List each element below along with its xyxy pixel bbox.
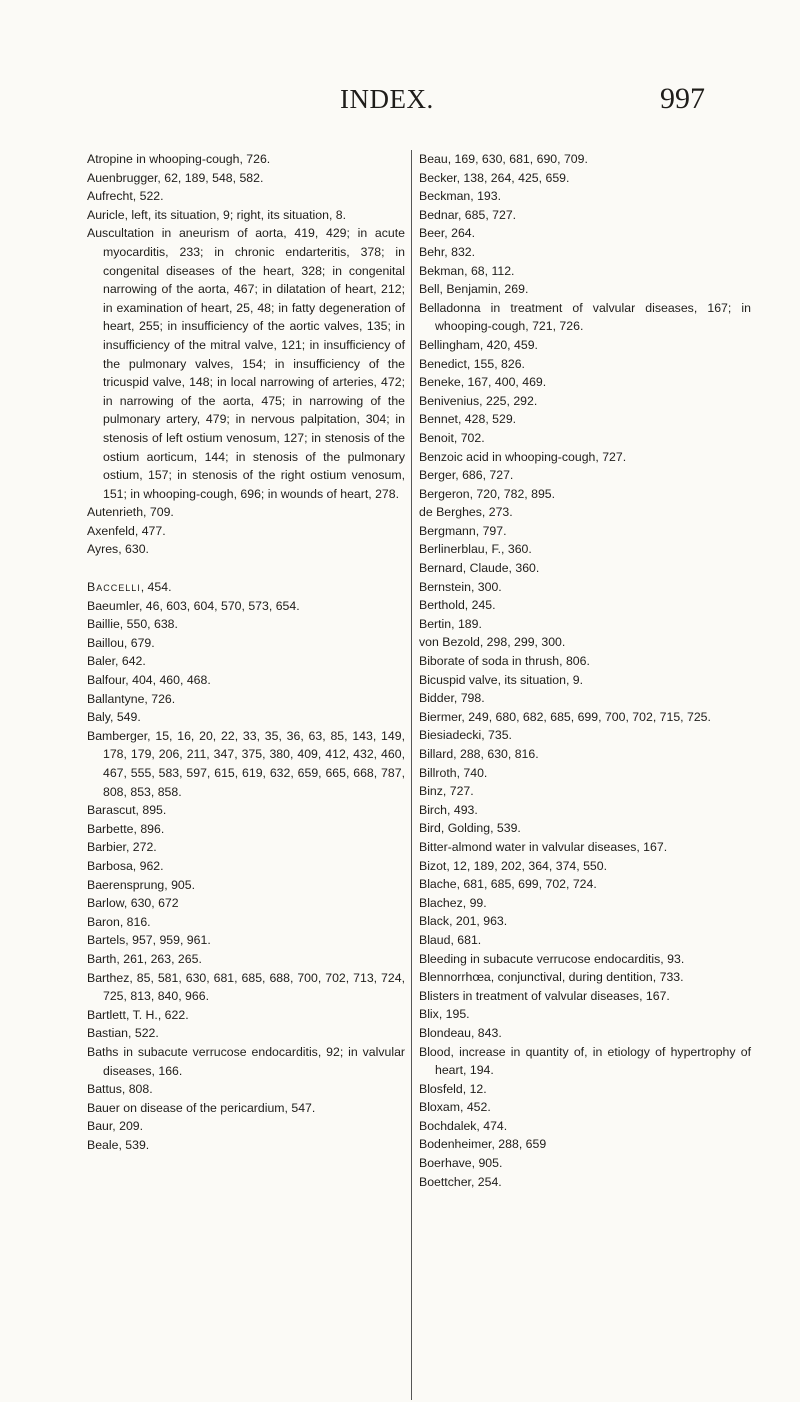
index-entry bbox=[87, 652, 405, 671]
index-entry-text: , 454. bbox=[140, 580, 172, 595]
index-entry bbox=[87, 931, 405, 950]
index-entry bbox=[87, 597, 405, 616]
index-entry-text: Bellingham, 420, 459. bbox=[419, 337, 538, 352]
index-entry-text: de Berghes, 273. bbox=[419, 505, 513, 520]
index-entry-text: Barbier, 272. bbox=[87, 840, 157, 855]
index-entry bbox=[419, 373, 751, 392]
index-entry-text: Auenbrugger, 62, 189, 548, 582. bbox=[87, 170, 264, 185]
index-entry-text: Blennorrhœa, conjunctival, during dentition, 733. bbox=[419, 970, 684, 985]
index-entry-text: Blood, increase in quantity of, in etiology of hypertrophy of heart, 194. bbox=[419, 1044, 751, 1078]
index-entry bbox=[87, 169, 405, 188]
index-entry bbox=[87, 801, 405, 820]
index-entry-text: Ballantyne, 726. bbox=[87, 691, 176, 706]
index-entry bbox=[419, 206, 751, 225]
index-entry-text: Blache, 681, 685, 699, 702, 724. bbox=[419, 877, 597, 892]
index-entry-text: Balfour, 404, 460, 468. bbox=[87, 673, 211, 688]
index-entry bbox=[87, 615, 405, 634]
index-entry bbox=[419, 336, 751, 355]
index-entry-text: Behr, 832. bbox=[419, 244, 476, 259]
index-entry-text: Bernard, Claude, 360. bbox=[419, 561, 540, 576]
index-entry-text: Bekman, 68, 112. bbox=[419, 263, 515, 278]
index-entry bbox=[419, 987, 751, 1006]
index-entry bbox=[419, 1173, 751, 1192]
index-entry bbox=[87, 838, 405, 857]
index-column-right bbox=[419, 150, 751, 1191]
index-entry-heading: Baccelli bbox=[87, 580, 141, 595]
index-entry bbox=[87, 1006, 405, 1025]
page-number: 997 bbox=[660, 82, 705, 115]
index-entry bbox=[419, 652, 751, 671]
index-entry bbox=[419, 1117, 751, 1136]
index-entry-text: Baur, 209. bbox=[87, 1119, 144, 1134]
index-entry bbox=[87, 540, 405, 559]
index-entry-text: Autenrieth, 709. bbox=[87, 505, 174, 520]
index-entry-text: Biborate of soda in thrush, 806. bbox=[419, 654, 590, 669]
index-entry bbox=[87, 820, 405, 839]
index-entry bbox=[87, 671, 405, 690]
index-entry bbox=[419, 503, 751, 522]
index-entry bbox=[419, 819, 751, 838]
index-entry-text: Bell, Benjamin, 269. bbox=[419, 282, 529, 297]
index-entry bbox=[419, 968, 751, 987]
index-entry bbox=[87, 708, 405, 727]
index-entry bbox=[87, 876, 405, 895]
index-entry bbox=[419, 280, 751, 299]
index-entry-text: Barthez, 85, 581, 630, 681, 685, 688, 700, 702, 713, 724, 725, 813, 840, 966. bbox=[87, 970, 405, 1004]
index-entry bbox=[419, 726, 751, 745]
index-entry bbox=[419, 448, 751, 467]
index-entry-text: Bleeding in subacute verrucose endocarditis, 93. bbox=[419, 951, 685, 966]
index-entry bbox=[419, 764, 751, 783]
index-entry bbox=[87, 522, 405, 541]
index-entry bbox=[419, 708, 751, 727]
index-entry bbox=[419, 1154, 751, 1173]
index-entry bbox=[419, 150, 751, 169]
index-entry bbox=[419, 894, 751, 913]
index-entry-text: Baly, 549. bbox=[87, 710, 141, 725]
index-entry-text: Battus, 808. bbox=[87, 1082, 153, 1097]
index-entry-text: Berger, 686, 727. bbox=[419, 468, 514, 483]
index-entry bbox=[419, 466, 751, 485]
index-entry-text: Ayres, 630. bbox=[87, 542, 149, 557]
index-entry-text: Blix, 195. bbox=[419, 1007, 470, 1022]
index-entry bbox=[419, 1005, 751, 1024]
index-entry bbox=[419, 355, 751, 374]
index-entry bbox=[87, 150, 405, 169]
index-entry bbox=[419, 578, 751, 597]
index-entry bbox=[419, 838, 751, 857]
index-entry bbox=[87, 206, 405, 225]
index-entry-text: Bochdalek, 474. bbox=[419, 1118, 508, 1133]
section-gap bbox=[87, 559, 405, 578]
index-entry bbox=[87, 894, 405, 913]
index-entry-text: Beneke, 167, 400, 469. bbox=[419, 375, 547, 390]
index-entry bbox=[87, 187, 405, 206]
index-entry bbox=[419, 522, 751, 541]
index-entry bbox=[87, 224, 405, 503]
index-column-left bbox=[87, 150, 405, 1154]
index-entry-text: Boettcher, 254. bbox=[419, 1174, 502, 1189]
index-entry bbox=[87, 950, 405, 969]
index-entry bbox=[87, 1080, 405, 1099]
index-entry-text: Bartels, 957, 959, 961. bbox=[87, 933, 211, 948]
index-entry bbox=[87, 1136, 405, 1155]
index-entry-text: Benoit, 702. bbox=[419, 430, 485, 445]
index-entry bbox=[419, 299, 751, 336]
index-entry-text: Bartlett, T. H., 622. bbox=[87, 1007, 189, 1022]
index-entry-text: Baron, 816. bbox=[87, 914, 151, 929]
index-entry-text: Biermer, 249, 680, 682, 685, 699, 700, 702, 715, 725. bbox=[419, 709, 711, 724]
index-entry bbox=[419, 187, 751, 206]
index-entry-text: Atropine in whooping-cough, 726. bbox=[87, 152, 271, 166]
index-entry-text: Baths in subacute verrucose endocarditis, 92; in valvular diseases, 166. bbox=[87, 1044, 405, 1078]
index-entry bbox=[419, 931, 751, 950]
index-entry bbox=[87, 1043, 405, 1080]
index-entry-text: Bitter-almond water in valvular diseases, 167. bbox=[419, 839, 668, 854]
index-entry-text: Blisters in treatment of valvular diseases, 167. bbox=[419, 988, 670, 1003]
index-entry-text: Bizot, 12, 189, 202, 364, 374, 550. bbox=[419, 858, 608, 873]
index-entry bbox=[419, 243, 751, 262]
index-entry-text: Barbosa, 962. bbox=[87, 858, 164, 873]
index-entry-text: Blaud, 681. bbox=[419, 932, 482, 947]
index-entry-text: Barlow, 630, 672 bbox=[87, 896, 179, 911]
index-entry bbox=[419, 1043, 751, 1080]
index-entry-text: Bergmann, 797. bbox=[419, 523, 507, 538]
index-entry-text: Baillou, 679. bbox=[87, 635, 155, 650]
column-divider bbox=[411, 150, 412, 1400]
index-entry bbox=[419, 801, 751, 820]
index-entry bbox=[419, 782, 751, 801]
index-entry bbox=[87, 969, 405, 1006]
index-entry-text: Berlinerblau, F., 360. bbox=[419, 542, 532, 557]
index-entry-text: Biesiadecki, 735. bbox=[419, 728, 512, 743]
index-entry-text: Baler, 642. bbox=[87, 654, 146, 669]
index-entry-text: Black, 201, 963. bbox=[419, 914, 508, 929]
running-title: INDEX. bbox=[340, 84, 434, 114]
index-entry-text: Bodenheimer, 288, 659 bbox=[419, 1137, 547, 1152]
index-entry bbox=[419, 1080, 751, 1099]
index-entry-text: Blosfeld, 12. bbox=[419, 1081, 487, 1096]
index-entry bbox=[419, 485, 751, 504]
index-entry bbox=[87, 634, 405, 653]
index-entry bbox=[87, 727, 405, 801]
index-entry-text: Beau, 169, 630, 681, 690, 709. bbox=[419, 152, 588, 166]
index-entry bbox=[419, 950, 751, 969]
index-entry-text: Aufrecht, 522. bbox=[87, 189, 164, 204]
index-entry-text: Birch, 493. bbox=[419, 802, 478, 817]
index-entry bbox=[419, 1135, 751, 1154]
index-entry bbox=[419, 224, 751, 243]
index-entry bbox=[419, 392, 751, 411]
index-entry-text: Bertin, 189. bbox=[419, 616, 482, 631]
index-entry-text: Baerensprung, 905. bbox=[87, 877, 196, 892]
index-entry-text: Benivenius, 225, 292. bbox=[419, 393, 538, 408]
index-entry-text: Binz, 727. bbox=[419, 784, 474, 799]
index-entry-text: Bicuspid valve, its situation, 9. bbox=[419, 672, 584, 687]
index-entry-text: Berthold, 245. bbox=[419, 598, 496, 613]
index-entry-text: Becker, 138, 264, 425, 659. bbox=[419, 170, 570, 185]
index-entry bbox=[419, 912, 751, 931]
index-entry-text: Bamberger, 15, 16, 20, 22, 33, 35, 36, 63, 85, 143, 149, 178, 179, 206, 211, 347, 375, 380, 409, 412, 432, 460, 467, 555, 583, 597, 615, 619, 632, 659, 665, 668, 787, 808, 853, 858. bbox=[87, 728, 405, 799]
index-entry bbox=[419, 671, 751, 690]
index-entry bbox=[419, 262, 751, 281]
index-entry-text: Baillie, 550, 638. bbox=[87, 617, 178, 632]
index-entry bbox=[419, 1098, 751, 1117]
index-entry-text: Baeumler, 46, 603, 604, 570, 573, 654. bbox=[87, 598, 300, 613]
index-entry bbox=[419, 429, 751, 448]
index-entry bbox=[419, 615, 751, 634]
index-entry-text: Beer, 264. bbox=[419, 226, 476, 241]
index-entry bbox=[87, 913, 405, 932]
index-entry-text: Blondeau, 843. bbox=[419, 1025, 502, 1040]
index-entry bbox=[419, 596, 751, 615]
index-entry bbox=[87, 578, 405, 597]
index-entry-text: Beale, 539. bbox=[87, 1137, 150, 1152]
index-entry bbox=[419, 857, 751, 876]
index-entry-text: Bednar, 685, 727. bbox=[419, 207, 517, 222]
index-entry bbox=[87, 503, 405, 522]
index-entry bbox=[419, 169, 751, 188]
index-entry bbox=[419, 540, 751, 559]
index-entry-text: Bastian, 522. bbox=[87, 1026, 159, 1041]
index-entry-text: Bidder, 798. bbox=[419, 691, 485, 706]
index-entry bbox=[419, 559, 751, 578]
index-entry-text: von Bezold, 298, 299, 300. bbox=[419, 635, 566, 650]
index-entry-text: Auscultation in aneurism of aorta, 419, 429; in acute myocarditis, 233; in chronic endarteritis, 378; in congenital diseases of the heart, 328; in congenital narrowing of the aorta, 467; in dilatation of heart, 212; in examination of heart, 25, 48; in fatty degeneration of heart, 255; in insufficiency of the aortic valves, 135; in insufficiency of the mitral valve, 121; in insufficiency of the pulmonary valves, 154; in insufficiency of the tricuspid valve, 148; in local narrowing of arteries, 472; in narrowing of the aorta, 475; in narrowing of the pulmonary artery, 479; in nervous palpitation, 304; in stenosis of left ostium venosum, 127; in stenosis of the ostium aorticum, 144; in stenosis of the pulmonary ostium, 157; in stenosis of the right ostium venosum, 151; in whooping-cough, 696; in wounds of heart, 278. bbox=[87, 226, 405, 501]
index-entry-text: Barascut, 895. bbox=[87, 803, 167, 818]
index-entry-text: Billard, 288, 630, 816. bbox=[419, 747, 539, 761]
index-entry-text: Benedict, 155, 826. bbox=[419, 356, 525, 371]
index-entry bbox=[87, 857, 405, 876]
index-entry bbox=[419, 745, 751, 764]
index-entry-text: Bennet, 428, 529. bbox=[419, 412, 517, 427]
index-entry-text: Barth, 261, 263, 265. bbox=[87, 951, 202, 966]
index-entry bbox=[87, 1117, 405, 1136]
index-entry bbox=[419, 1024, 751, 1043]
index-entry-text: Beckman, 193. bbox=[419, 189, 502, 204]
index-entry-text: Bird, Golding, 539. bbox=[419, 821, 521, 836]
index-entry-text: Bauer on disease of the pericardium, 547. bbox=[87, 1100, 316, 1115]
index-entry-text: Auricle, left, its situation, 9; right, its situation, 8. bbox=[87, 207, 347, 222]
index-entry-text: Bloxam, 452. bbox=[419, 1100, 491, 1115]
index-entry-text: Belladonna in treatment of valvular diseases, 167; in whooping-cough, 721, 726. bbox=[419, 300, 751, 334]
index-entry-text: Billroth, 740. bbox=[419, 765, 488, 780]
index-entry bbox=[87, 1024, 405, 1043]
index-entry-text: Bernstein, 300. bbox=[419, 579, 502, 594]
index-entry-text: Axenfeld, 477. bbox=[87, 523, 166, 538]
index-entry bbox=[419, 633, 751, 652]
index-entry-text: Boerhave, 905. bbox=[419, 1156, 503, 1171]
page-header bbox=[0, 84, 800, 124]
index-entry-text: Bergeron, 720, 782, 895. bbox=[419, 486, 556, 501]
index-entry-text: Barbette, 896. bbox=[87, 821, 165, 836]
index-entry bbox=[419, 410, 751, 429]
index-entry bbox=[419, 875, 751, 894]
index-entry bbox=[419, 689, 751, 708]
index-entry bbox=[87, 690, 405, 709]
index-entry-text: Blachez, 99. bbox=[419, 895, 487, 910]
index-entry-text: Benzoic acid in whooping-cough, 727. bbox=[419, 449, 627, 464]
index-entry bbox=[87, 1099, 405, 1118]
